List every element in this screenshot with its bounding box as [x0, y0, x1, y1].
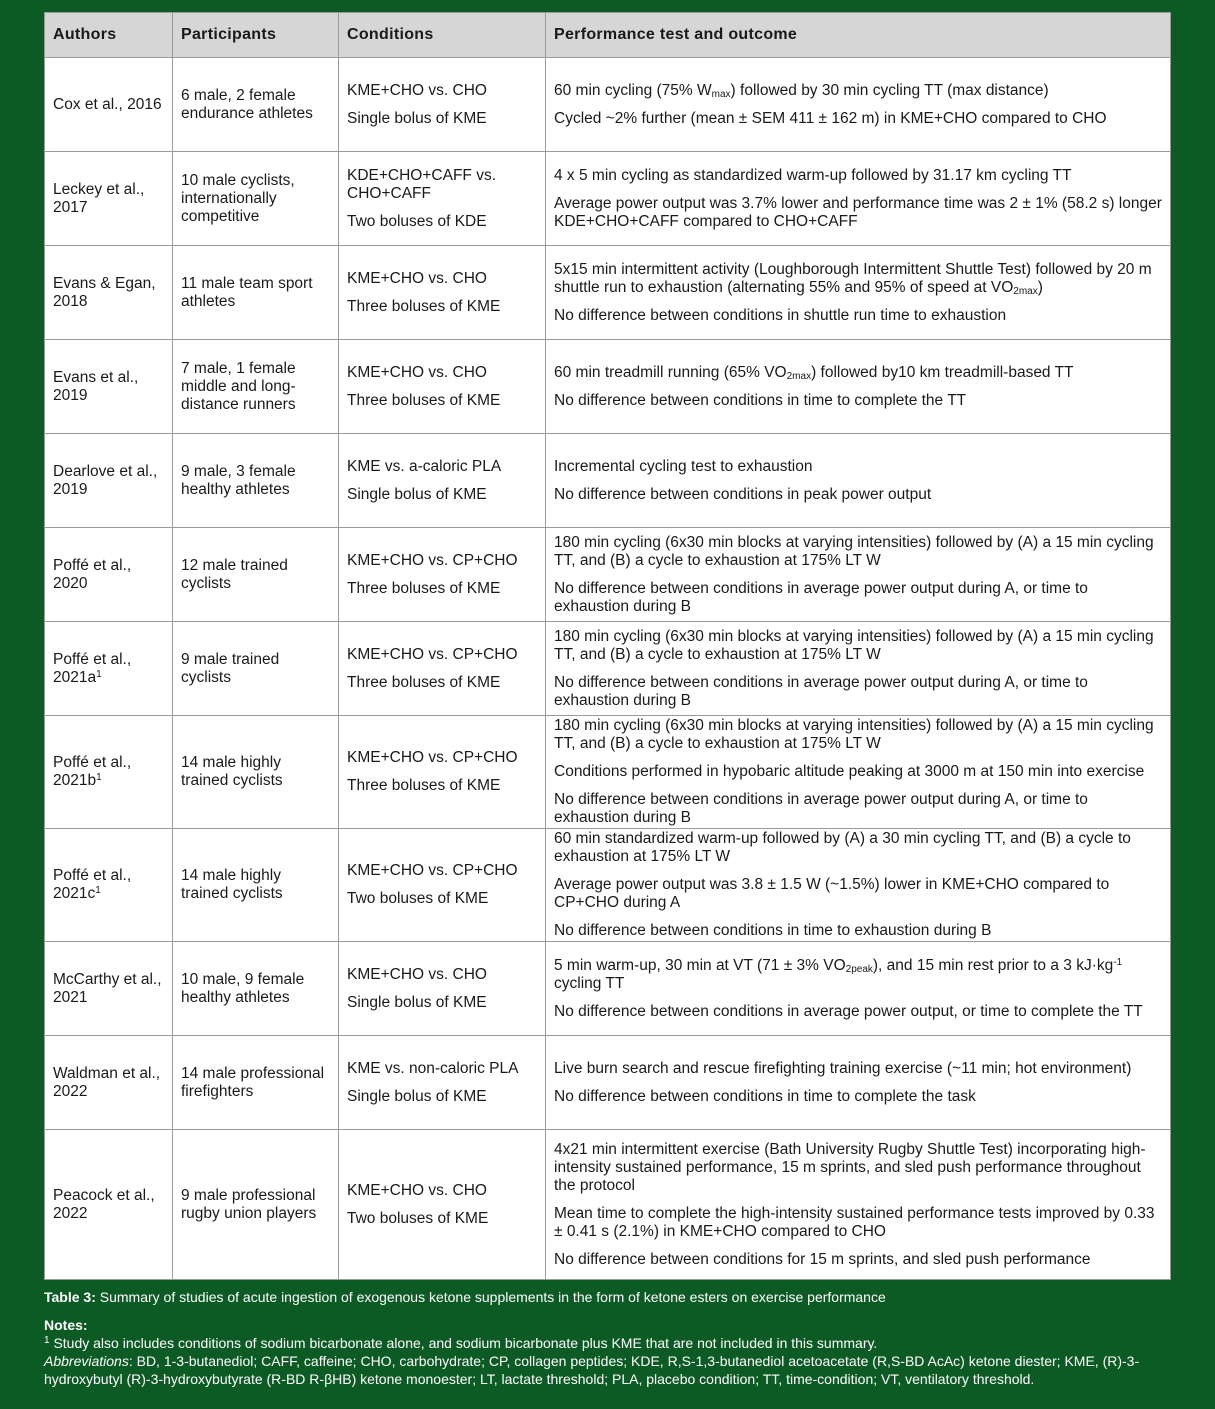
- performance-text: Average power output was 3.7% lower and performance time was 2 ± 1% (58.2 s) longer KDE+CHO+CAFF compared to CHO+CAFF: [554, 194, 1162, 230]
- performance-cell: [546, 829, 1171, 942]
- performance-cell: [546, 246, 1171, 340]
- conditions-cell: [339, 942, 546, 1036]
- performance-cell: [546, 434, 1171, 528]
- footnote-text: Study also includes conditions of sodium bicarbonate alone, and sodium bicarbonate plus KME that are not included in this summary.: [49, 1335, 878, 1351]
- performance-text: 180 min cycling (6x30 min blocks at varying intensities) followed by (A) a 15 min cycling TT, and (B) a cycle to exhaustion at 175% LT W: [554, 627, 1154, 663]
- abbreviations: [44, 1352, 1170, 1388]
- author-cell: [45, 716, 173, 829]
- performance-line: [554, 307, 1162, 325]
- performance-line: [554, 82, 1162, 100]
- performance-subscript: 2peak: [845, 963, 873, 975]
- header-participants: Participants: [173, 13, 339, 58]
- performance-text: No difference between conditions in peak power output: [554, 485, 932, 503]
- condition-line: Single bolus of KME: [347, 485, 487, 503]
- author-text: Poffé et al., 2021c: [53, 867, 132, 902]
- performance-line: [554, 1141, 1162, 1195]
- author-cell: [45, 152, 173, 246]
- performance-line: [554, 1088, 1162, 1106]
- notes-title: Notes:: [44, 1317, 88, 1333]
- table-row: [45, 716, 1171, 829]
- participants-cell: 11 male team sport athletes: [173, 246, 339, 340]
- performance-superscript: -1: [1113, 956, 1123, 968]
- condition-line: KME+CHO vs. CHO: [347, 269, 487, 287]
- performance-text: ), and 15 min rest prior to a 3 kJ·kg: [872, 956, 1114, 974]
- performance-line: [554, 195, 1162, 231]
- performance-cell: [546, 58, 1171, 152]
- performance-text: 5x15 min intermittent activity (Loughborough Intermittent Shuttle Test) followed by 20 m shuttle run to exhaustion (alternating 55% and 95% of speed at VO: [554, 260, 1152, 296]
- performance-text: Mean time to complete the high-intensity sustained performance tests improved by 0.33 ± 0.41 s (2.1%) in KME+CHO compared to CHO: [554, 1204, 1155, 1240]
- abbreviations-label: Abbreviations: [44, 1353, 129, 1369]
- performance-text: Conditions performed in hypobaric altitude peaking at 3000 m at 150 min into exercise: [554, 763, 1145, 780]
- performance-line: [554, 1060, 1162, 1078]
- abbreviations-text: : BD, 1-3-butanediol; CAFF, caffeine; CHO, carbohydrate; CP, collagen peptides; KDE, R,S-1,3-butanediol acetoacetate (R,S-BD AcAc) ketone diester; KME, (R)-3-hydroxybutyl (R)-3-hydroxybutyrate (R-BD R-βHB) ketone monoester; LT, lactate threshold; PLA, placebo condition; TT, time-condition; VT, ventilatory threshold.: [44, 1353, 1140, 1387]
- performance-line: [554, 1205, 1162, 1241]
- header-performance: Performance test and outcome: [546, 13, 1171, 58]
- author-cell: [45, 1130, 173, 1280]
- performance-text: ) followed by10 km treadmill-based TT: [811, 363, 1074, 381]
- performance-line: [554, 486, 1162, 504]
- condition-line: Two boluses of KDE: [347, 212, 487, 230]
- header-conditions: Conditions: [339, 13, 546, 58]
- author-cell: [45, 528, 173, 622]
- conditions-cell: [339, 58, 546, 152]
- table-row: [45, 246, 1171, 340]
- performance-line: [554, 167, 1162, 185]
- performance-cell: [546, 716, 1171, 829]
- condition-line: Three boluses of KME: [347, 673, 501, 691]
- performance-line: [554, 534, 1162, 570]
- condition-line: KME+CHO vs. CP+CHO: [347, 551, 518, 569]
- author-text: Leckey et al., 2017: [53, 180, 145, 216]
- condition-line: KME+CHO vs. CP+CHO: [347, 645, 518, 663]
- performance-text: No difference between conditions in average power output during A, or time to exhaustion during B: [554, 791, 1088, 826]
- header-authors: Authors: [45, 13, 173, 58]
- author-footnote-mark: 1: [96, 668, 102, 680]
- performance-line: [554, 674, 1162, 710]
- table-row: [45, 152, 1171, 246]
- performance-line: [554, 261, 1162, 297]
- participants-cell: 9 male trained cyclists: [173, 622, 339, 716]
- condition-line: KME+CHO vs. CHO: [347, 965, 487, 983]
- table-row: [45, 622, 1171, 716]
- performance-text: 4 x 5 min cycling as standardized warm-up followed by 31.17 km cycling TT: [554, 166, 1072, 184]
- author-text: Evans & Egan, 2018: [53, 274, 156, 310]
- performance-line: [554, 876, 1162, 912]
- performance-text: cycling TT: [554, 974, 625, 992]
- author-cell: [45, 1036, 173, 1130]
- conditions-cell: [339, 1036, 546, 1130]
- table-row: [45, 829, 1171, 942]
- condition-line: Single bolus of KME: [347, 993, 487, 1011]
- condition-line: KME+CHO vs. CHO: [347, 1181, 487, 1199]
- table-row: [45, 340, 1171, 434]
- performance-text: No difference between conditions in shuttle run time to exhaustion: [554, 306, 1007, 324]
- participants-cell: 6 male, 2 female endurance athletes: [173, 58, 339, 152]
- performance-line: [554, 763, 1162, 781]
- performance-cell: [546, 340, 1171, 434]
- performance-line: [554, 1003, 1162, 1021]
- performance-text: Cycled ~2% further (mean ± SEM 411 ± 162 m) in KME+CHO compared to CHO: [554, 109, 1107, 127]
- table-body: [45, 58, 1171, 1280]
- condition-line: KME vs. non-caloric PLA: [347, 1059, 519, 1077]
- performance-text: 180 min cycling (6x30 min blocks at varying intensities) followed by (A) a 15 min cycling TT, and (B) a cycle to exhaustion at 175% LT W: [554, 717, 1154, 752]
- author-cell: [45, 622, 173, 716]
- performance-text: 60 min cycling (75% W: [554, 81, 712, 99]
- conditions-cell: [339, 528, 546, 622]
- performance-text: 60 min treadmill running (65% VO: [554, 363, 787, 381]
- performance-text: No difference between conditions for 15 m sprints, and sled push performance: [554, 1250, 1091, 1268]
- table-row: [45, 434, 1171, 528]
- performance-text: 60 min standardized warm-up followed by (A) a 30 min cycling TT, and (B) a cycle to exhaustion at 175% LT W: [554, 830, 1131, 865]
- participants-cell: 9 male professional rugby union players: [173, 1130, 339, 1280]
- performance-cell: [546, 1130, 1171, 1280]
- performance-line: [554, 1251, 1162, 1269]
- table-row: [45, 1036, 1171, 1130]
- author-text: Poffé et al., 2021b: [53, 754, 132, 789]
- performance-line: [554, 458, 1162, 476]
- table-row: [45, 528, 1171, 622]
- participants-cell: 14 male highly trained cyclists: [173, 716, 339, 829]
- author-cell: [45, 434, 173, 528]
- performance-cell: [546, 622, 1171, 716]
- condition-line: KME+CHO vs. CP+CHO: [347, 749, 518, 766]
- condition-line: Three boluses of KME: [347, 579, 501, 597]
- author-text: McCarthy et al., 2021: [53, 970, 162, 1006]
- author-text: Peacock et al., 2022: [53, 1186, 155, 1222]
- performance-line: [554, 922, 1162, 940]
- author-cell: [45, 829, 173, 942]
- condition-line: Three boluses of KME: [347, 777, 501, 794]
- performance-text: 5 min warm-up, 30 min at VT (71 ± 3% VO: [554, 956, 846, 974]
- table-row: [45, 1130, 1171, 1280]
- performance-text: Incremental cycling test to exhaustion: [554, 457, 813, 475]
- table-header-row: [45, 13, 1171, 58]
- participants-cell: 9 male, 3 female healthy athletes: [173, 434, 339, 528]
- condition-line: Three boluses of KME: [347, 391, 501, 409]
- condition-line: KME+CHO vs. CHO: [347, 363, 487, 381]
- conditions-cell: [339, 340, 546, 434]
- performance-text: 180 min cycling (6x30 min blocks at varying intensities) followed by (A) a 15 min cycling TT, and (B) a cycle to exhaustion at 175% LT W: [554, 533, 1154, 569]
- conditions-cell: [339, 246, 546, 340]
- table-row: [45, 58, 1171, 152]
- studies-table: [44, 12, 1171, 1280]
- performance-text: No difference between conditions in average power output, or time to complete the TT: [554, 1002, 1143, 1020]
- footnote: [44, 1334, 1170, 1352]
- performance-text: No difference between conditions in average power output during A, or time to exhaustion during B: [554, 673, 1088, 709]
- performance-text: ): [1037, 278, 1043, 296]
- performance-line: [554, 364, 1162, 382]
- footnote-mark: 1: [44, 1335, 50, 1346]
- author-footnote-mark: 1: [95, 885, 101, 896]
- author-text: Cox et al., 2016: [53, 95, 162, 113]
- condition-line: KDE+CHO+CAFF vs. CHO+CAFF: [347, 166, 496, 202]
- table-row: [45, 942, 1171, 1036]
- performance-subscript: max: [711, 88, 731, 100]
- participants-cell: 10 male, 9 female healthy athletes: [173, 942, 339, 1036]
- participants-cell: 7 male, 1 female middle and long-distance runners: [173, 340, 339, 434]
- performance-text: No difference between conditions in time to exhaustion during B: [554, 922, 992, 939]
- condition-line: KME+CHO vs. CP+CHO: [347, 862, 518, 879]
- performance-subscript: 2max: [1013, 285, 1038, 297]
- conditions-cell: [339, 434, 546, 528]
- author-cell: [45, 340, 173, 434]
- participants-cell: 14 male highly trained cyclists: [173, 829, 339, 942]
- participants-cell: 12 male trained cyclists: [173, 528, 339, 622]
- author-text: Poffé et al., 2020: [53, 556, 132, 592]
- performance-text: No difference between conditions in average power output during A, or time to exhaustion during B: [554, 579, 1088, 615]
- caption-block: [44, 1288, 1170, 1388]
- performance-cell: [546, 152, 1171, 246]
- performance-line: [554, 717, 1162, 753]
- performance-text: No difference between conditions in time to complete the task: [554, 1087, 976, 1105]
- conditions-cell: [339, 1130, 546, 1280]
- performance-text: Average power output was 3.8 ± 1.5 W (~1.5%) lower in KME+CHO compared to CP+CHO during A: [554, 876, 1110, 911]
- table-caption: [44, 1288, 1170, 1306]
- performance-line: [554, 628, 1162, 664]
- performance-line: [554, 392, 1162, 410]
- condition-line: Single bolus of KME: [347, 109, 487, 127]
- performance-line: [554, 110, 1162, 128]
- conditions-cell: [339, 152, 546, 246]
- notes: [44, 1334, 1170, 1388]
- condition-line: KME+CHO vs. CHO: [347, 81, 487, 99]
- author-text: Waldman et al., 2022: [53, 1064, 161, 1100]
- author-text: Evans et al., 2019: [53, 368, 139, 404]
- author-cell: [45, 246, 173, 340]
- condition-line: Single bolus of KME: [347, 1087, 487, 1105]
- performance-text: 4x21 min intermittent exercise (Bath University Rugby Shuttle Test) incorporating high-intensity sustained performance, 15 m sprints, and sled push performance throughout the protocol: [554, 1140, 1146, 1194]
- author-footnote-mark: 1: [96, 772, 102, 783]
- author-text: Poffé et al., 2021a: [53, 650, 132, 686]
- participants-cell: 14 male professional firefighters: [173, 1036, 339, 1130]
- condition-line: Two boluses of KME: [347, 890, 489, 907]
- performance-line: [554, 830, 1162, 866]
- condition-line: Two boluses of KME: [347, 1209, 489, 1227]
- performance-line: [554, 791, 1162, 827]
- conditions-cell: [339, 716, 546, 829]
- conditions-cell: [339, 622, 546, 716]
- performance-line: [554, 580, 1162, 616]
- caption-text: Summary of studies of acute ingestion of exogenous ketone supplements in the form of ketone esters on exercise performance: [95, 1289, 886, 1305]
- performance-line: [554, 957, 1162, 993]
- condition-line: KME vs. a-caloric PLA: [347, 457, 502, 475]
- author-text: Dearlove et al., 2019: [53, 462, 158, 498]
- author-cell: [45, 942, 173, 1036]
- author-cell: [45, 58, 173, 152]
- performance-text: Live burn search and rescue firefighting training exercise (~11 min; hot environment): [554, 1059, 1132, 1077]
- conditions-cell: [339, 829, 546, 942]
- participants-cell: 10 male cyclists, internationally competitive: [173, 152, 339, 246]
- performance-subscript: 2max: [786, 370, 812, 382]
- performance-cell: [546, 528, 1171, 622]
- performance-text: ) followed by 30 min cycling TT (max distance): [730, 81, 1049, 99]
- performance-text: No difference between conditions in time to complete the TT: [554, 391, 967, 409]
- caption-label: Table 3:: [44, 1289, 96, 1305]
- performance-cell: [546, 1036, 1171, 1130]
- condition-line: Three boluses of KME: [347, 297, 501, 315]
- performance-cell: [546, 942, 1171, 1036]
